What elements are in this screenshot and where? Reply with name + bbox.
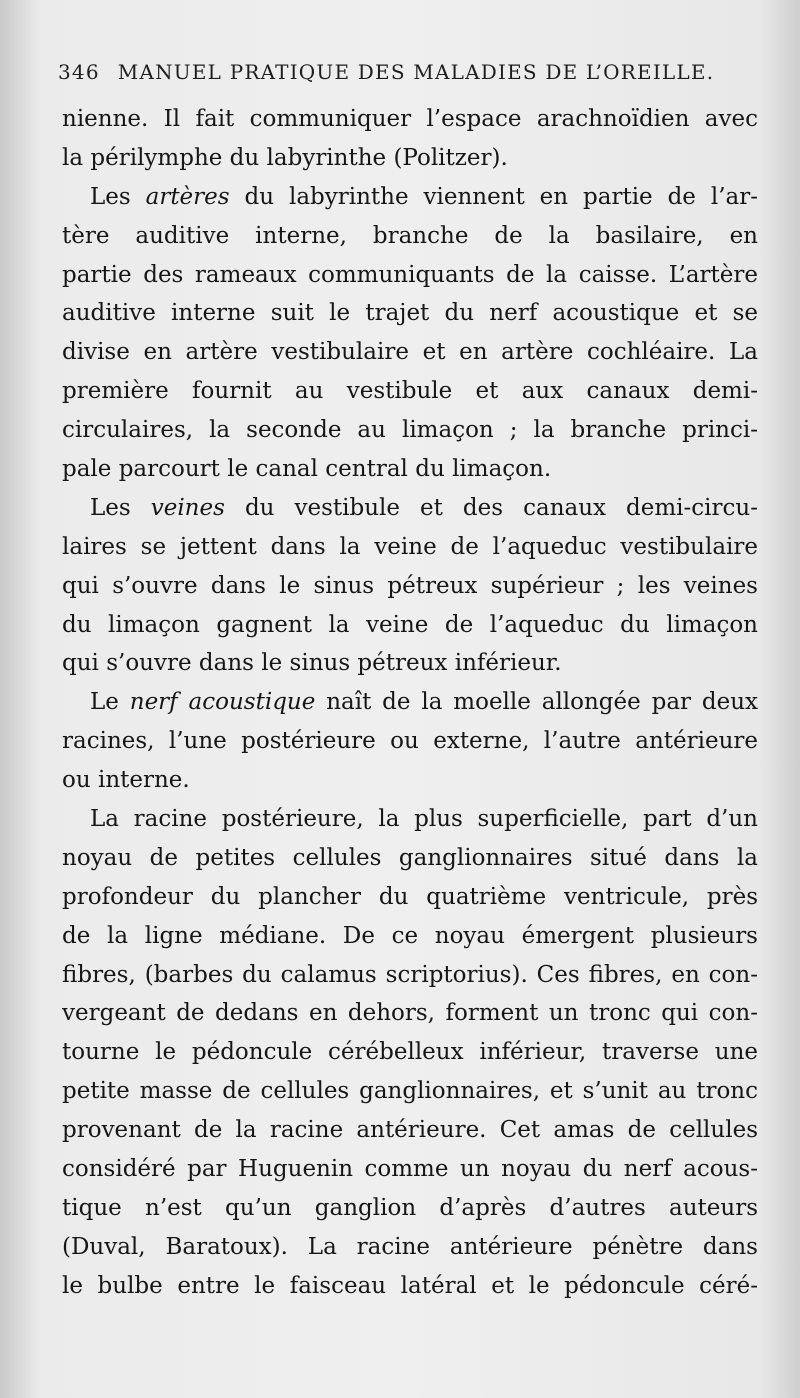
text-segment: auditive interne suit le trajet du nerf acoustique et se — [62, 300, 758, 327]
text-segment: la périlymphe du labyrinthe (Politzer). — [62, 144, 508, 171]
text-line — [62, 528, 758, 567]
text-line — [62, 1033, 758, 1072]
text-line — [62, 956, 758, 995]
text-line — [62, 217, 758, 256]
text-segment: qui s’ouvre dans le sinus pétreux supérieur ; les veines — [62, 572, 758, 599]
text-line — [62, 994, 758, 1033]
text-segment: partie des rameaux communiquants de la caisse. L’artère — [62, 261, 758, 288]
text-line — [62, 178, 758, 217]
body-text — [62, 100, 758, 1306]
text-line — [62, 1228, 758, 1267]
text-segment: divise en artère vestibulaire et en artère cochléaire. La — [62, 339, 758, 366]
text-line — [62, 294, 758, 333]
text-segment: première fournit au vestibule et aux canaux demi- — [62, 378, 758, 405]
text-line — [62, 411, 758, 450]
text-segment: nienne. Il fait communiquer l’espace arachnoïdien avec — [62, 106, 758, 132]
text-line — [62, 256, 758, 295]
text-segment: circulaires, la seconde au limaçon ; la branche princi- — [62, 417, 758, 444]
text-segment: laires se jettent dans la veine de l’aqueduc vestibulaire — [62, 533, 758, 560]
text-line — [62, 450, 758, 489]
text-line — [62, 761, 758, 800]
text-segment: considéré par Huguenin comme un noyau du nerf acous- — [62, 1156, 758, 1183]
text-line — [62, 567, 758, 606]
text-segment: qui s’ouvre dans le sinus pétreux inférieur. — [62, 650, 562, 677]
text-line — [62, 1111, 758, 1150]
text-line — [62, 489, 758, 528]
text-segment: profondeur du plancher du quatrième ventricule, près — [62, 883, 758, 910]
text-line — [62, 606, 758, 645]
text-segment: de la ligne médiane. De ce noyau émergent plusieurs — [62, 922, 758, 949]
text-segment: tourne le pédoncule cérébelleux inférieur, traverse une — [62, 1039, 758, 1066]
text-line — [62, 644, 758, 683]
text-segment: du vestibule et des canaux demi-circu- — [224, 494, 758, 521]
text-segment: racines, l’une postérieure ou externe, l’autre antérieure — [62, 728, 758, 755]
italic-term: nerf acoustique — [129, 689, 316, 716]
page-number: 346 — [58, 60, 100, 84]
text-segment: Les — [90, 183, 146, 210]
text-line — [62, 372, 758, 411]
text-segment: du labyrinthe viennent en partie de l’ar- — [229, 183, 758, 210]
text-segment: naît de la moelle allongée par deux — [315, 689, 759, 716]
text-segment: pale parcourt le canal central du limaçon. — [62, 456, 552, 483]
text-segment: tère auditive interne, branche de la basilaire, en — [62, 222, 758, 249]
text-line — [62, 878, 758, 917]
text-line — [62, 1150, 758, 1189]
text-line — [62, 917, 758, 956]
italic-term: artères — [145, 183, 230, 210]
text-line — [62, 139, 758, 178]
running-title: MANUEL PRATIQUE DES MALADIES DE L’OREILLE. — [117, 60, 715, 84]
text-line — [62, 722, 758, 761]
text-line — [62, 1267, 758, 1306]
text-segment: provenant de la racine antérieure. Cet amas de cellules — [62, 1117, 758, 1144]
text-segment: le bulbe entre le faisceau latéral et le pédoncule céré- — [62, 1272, 758, 1299]
text-segment: tique n’est qu’un ganglion d’après d’autres auteurs — [62, 1194, 758, 1221]
running-header — [58, 60, 738, 84]
text-segment: vergeant de dedans en dehors, forment un tronc qui con- — [62, 1000, 758, 1027]
text-segment: petite masse de cellules ganglionnaires, et s’unit au tronc — [62, 1078, 758, 1105]
text-segment: La racine postérieure, la plus superficielle, part d’un — [90, 806, 758, 833]
text-line — [62, 333, 758, 372]
text-line — [62, 683, 758, 722]
italic-term: veines — [150, 494, 225, 521]
text-line — [62, 1072, 758, 1111]
text-segment: fibres, (barbes du calamus scriptorius). Ces fibres, en con- — [62, 961, 758, 988]
text-segment: Le — [90, 689, 130, 716]
text-line — [62, 839, 758, 878]
text-segment: du limaçon gagnent la veine de l’aqueduc du limaçon — [62, 611, 758, 638]
text-segment: (Duval, Baratoux). La racine antérieure pénètre dans — [62, 1233, 758, 1260]
text-segment: noyau de petites cellules ganglionnaires situé dans la — [62, 844, 758, 871]
text-segment: ou interne. — [62, 767, 190, 794]
text-segment: Les — [90, 494, 151, 521]
text-line — [62, 1189, 758, 1228]
text-line — [62, 800, 758, 839]
text-line — [62, 100, 758, 139]
